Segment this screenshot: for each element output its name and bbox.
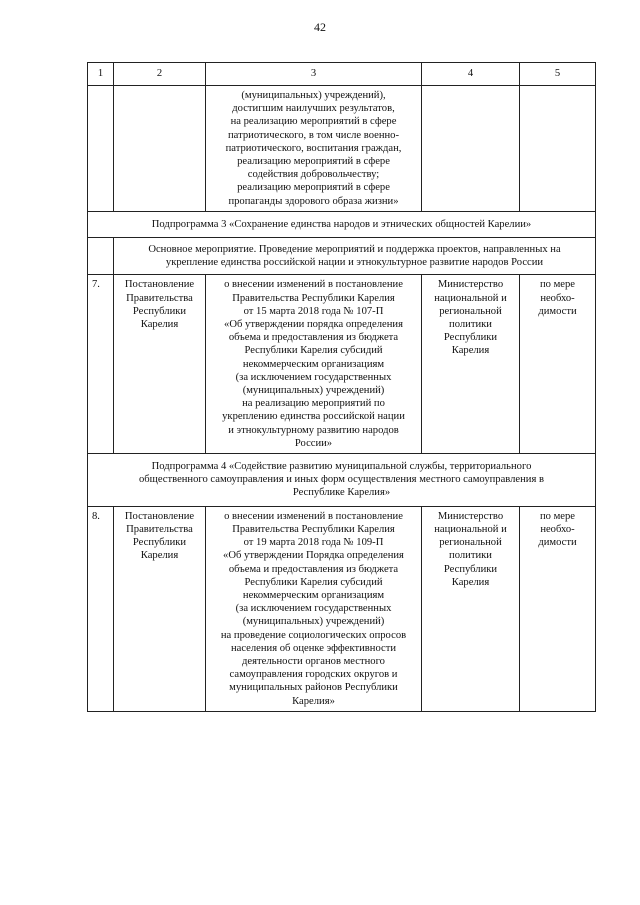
row-7-responsible: Министерство национальной и региональной политики Республики Карелия [422,275,520,454]
header-col-3: 3 [206,63,422,86]
table-row-7 [88,275,596,454]
subprogram-3-title: Подпрограмма 3 «Сохранение единства народов и этнических общностей Карелии» [88,211,596,237]
row-7-content: о внесении изменений в постановление Правительства Республики Карелия от 15 марта 2018 года № 107-П «Об утверждении порядка определения объема и предоставления из бюджета Республики Карелия субсидий некоммерческим организациям (за исключением государственных (муниципальных) учреждений) на реализацию мероприятий по укреплению единства российской нации и этнокультурному развитию народов России» [206,275,422,454]
row-7-number: 7. [88,275,114,454]
header-col-5: 5 [520,63,596,86]
subprogram-4-row [88,454,596,507]
subprogram-3-row [88,211,596,237]
header-col-2: 2 [114,63,206,86]
row-7-deadline: по мере необхо- димости [520,275,596,454]
header-col-4: 4 [422,63,520,86]
row-8-deadline: по мере необхо- димости [520,506,596,711]
row-8-responsible: Министерство национальной и региональной политики Республики Карелия [422,506,520,711]
plan-table [87,62,596,712]
table-header-row [88,63,596,86]
row-8-number: 8. [88,506,114,711]
header-col-1: 1 [88,63,114,86]
continuation-row [88,86,596,212]
main-activity-row [88,238,596,275]
subprogram-4-title: Подпрограмма 4 «Содействие развитию муниципальной службы, территориального общественного самоуправления и иных форм осуществления местного самоуправления в Республике Карелия» [88,454,596,507]
row-7-doc-type: Постановление Правительства Республики Карелия [114,275,206,454]
row-8-doc-type: Постановление Правительства Республики Карелия [114,506,206,711]
row-8-content: о внесении изменений в постановление Правительства Республики Карелия от 19 марта 2018 года № 109-П «Об утверждении Порядка определения объема и предоставления из бюджета Республики Карелия субсидий некоммерческим организациям (за исключением государственных (муниципальных) учреждений) на проведение социологических опросов населения об оценке эффективности деятельности органов местного самоуправления городских округов и муниципальных районов Республики Карелия» [206,506,422,711]
page-number: 42 [314,20,326,34]
continuation-content: (муниципальных) учреждений), достигшим наилучших результатов, на реализацию мероприятий в сфере патриотического, в том числе военно- патриотического, воспитания граждан, реализацию мероприятий в сфере содействия добровольчеству; реализацию мероприятий в сфере пропаганды здорового образа жизни» [206,86,422,212]
main-activity-title: Основное мероприятие. Проведение мероприятий и поддержка проектов, направленных на укрепление единства российской нации и этнокультурное развитие народов России [114,238,596,275]
table-row-8 [88,506,596,711]
